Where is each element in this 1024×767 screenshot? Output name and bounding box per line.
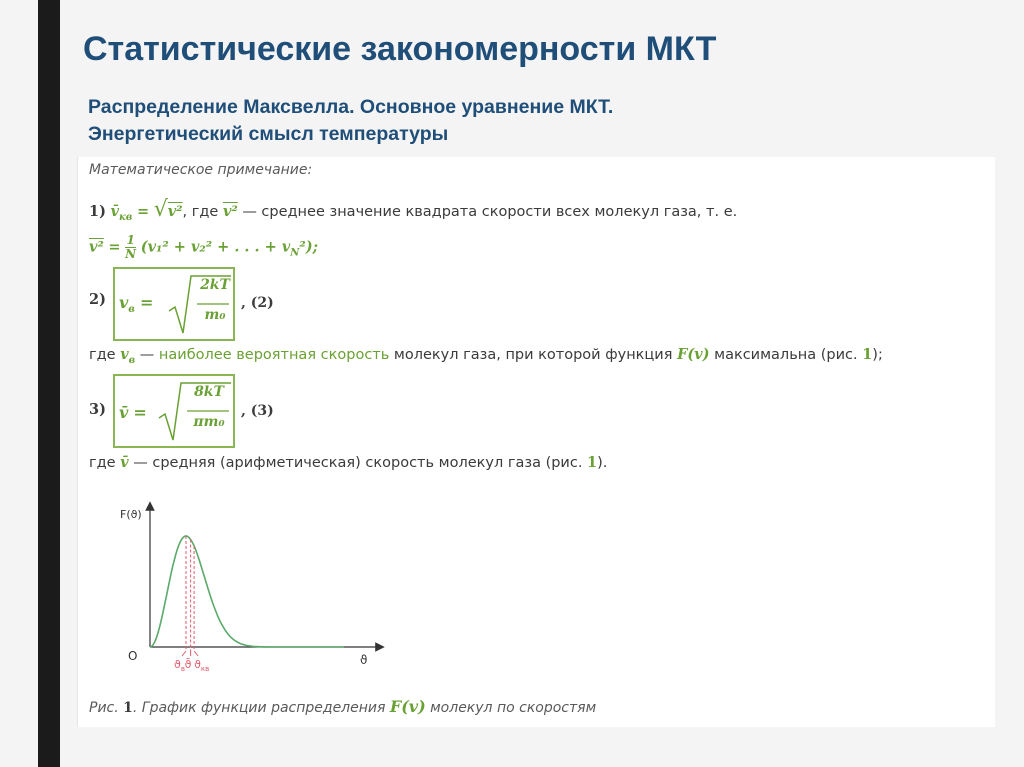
marker-label-2: $ϑ_{кв}$ — [194, 658, 210, 673]
slide-title: Статистические закономерности МКТ — [83, 30, 717, 68]
formula-2-box — [113, 267, 235, 341]
formula-2-lhs — [119, 293, 153, 315]
formula-3-explanation — [89, 454, 607, 471]
left-accent-bar — [38, 0, 60, 767]
formula-3-denominator: πm₀ — [193, 414, 225, 430]
x-axis-label: ϑ — [360, 653, 368, 667]
caption-number: 1 — [123, 700, 133, 716]
item-2-number: 2) — [89, 291, 106, 308]
sum-subscript-n: N — [290, 247, 300, 259]
y-axis-label: F(ϑ) — [120, 508, 142, 521]
sqrt-argument: v² — [167, 203, 183, 220]
item-2-number-row — [89, 291, 106, 308]
where-close-2: ); — [872, 347, 883, 363]
formula-1-line-1 — [89, 197, 737, 223]
line2-equals: = — [108, 238, 121, 256]
most-probable-speed-link[interactable]: наиболее вероятная скорость — [158, 347, 390, 363]
sqrt-symbol: √ — [153, 197, 168, 222]
where-text: , где — [182, 204, 219, 220]
content-panel — [77, 157, 995, 727]
distribution-curve — [150, 536, 344, 647]
where-F-function: F(v) — [677, 346, 710, 363]
where-prefix-2: где — [89, 347, 121, 363]
marker-tick-0 — [182, 651, 186, 656]
formula-2-denominator: m₀ — [204, 307, 226, 323]
v-rms-symbol: v̄ — [110, 203, 119, 220]
subtitle-line-2: Энергетический смысл температуры — [88, 123, 449, 145]
where-close-3: ). — [597, 455, 608, 471]
formula-2-explanation — [89, 346, 883, 366]
subtitle-line-1: Распределение Максвелла. Основное уравнение МКТ. — [88, 96, 614, 118]
caption-prefix: Рис. — [89, 700, 124, 716]
maxwell-distribution-chart — [108, 492, 428, 682]
formula-2-tag: , (2) — [241, 295, 274, 311]
fraction-1-over-n — [125, 234, 136, 261]
where-v-mean: v̄ — [120, 454, 129, 471]
marker-label-0: $ϑ_в$ — [174, 658, 185, 673]
v-prob-symbol: v — [119, 293, 129, 312]
fraction-numerator: 1 — [126, 233, 135, 247]
formula-3-tag: , (3) — [241, 403, 274, 419]
where-dash-2: — — [135, 347, 159, 363]
sum-of-squares: (v₁² + v₂² + . . . + v — [140, 238, 291, 256]
v-mean-symbol: v̄ — [119, 403, 129, 422]
where-end-2: максимальна (рис. — [709, 347, 863, 363]
formula-1-line-2 — [89, 234, 318, 261]
equals-sign: = — [136, 203, 150, 220]
origin-label: O — [128, 649, 138, 663]
formula-2-equals: = — [139, 293, 154, 312]
v-rms-subscript: кв — [119, 211, 133, 223]
mean-v2-lhs: v² — [89, 238, 104, 256]
item-3-number-row — [89, 401, 106, 418]
marker-label-1: ϑ̄ — [184, 658, 192, 671]
sum-end: ²); — [299, 238, 318, 256]
item-1-number: 1) — [89, 203, 106, 220]
item-3-number: 3) — [89, 401, 106, 418]
caption-suffix: молекул по скоростям — [425, 700, 597, 716]
formula-3-lhs — [119, 403, 147, 422]
slide-subtitle — [88, 94, 613, 148]
figure-caption — [89, 697, 596, 716]
fraction-denominator: N — [125, 247, 137, 261]
caption-F-function: F(v) — [389, 697, 426, 716]
caption-text: . График функции распределения — [132, 700, 390, 716]
fig-ref-2: 1 — [862, 346, 873, 363]
formula-3-equals: = — [133, 403, 147, 422]
mean-v2-description: — среднее значение квадрата скорости всех молекул газа, т. е. — [237, 204, 738, 220]
v-prob-subscript: в — [128, 304, 135, 316]
note-header: Математическое примечание: — [89, 162, 313, 178]
formula-2-numerator: 2kT — [200, 277, 230, 293]
formula-3-numerator: 8kT — [194, 384, 224, 400]
where-mid-2: молекул газа, при которой функция — [389, 347, 678, 363]
where-text-3: — средняя (арифметическая) скорость молекул газа (рис. — [128, 455, 588, 471]
fig-ref-3: 1 — [587, 454, 598, 471]
marker-tick-2 — [194, 651, 198, 656]
where-v-prob-sub: в — [128, 354, 136, 366]
where-v-prob: v — [120, 346, 129, 363]
mean-v2-symbol: v² — [222, 203, 238, 220]
where-prefix-3: где — [89, 455, 121, 471]
formula-3-box — [113, 374, 235, 448]
